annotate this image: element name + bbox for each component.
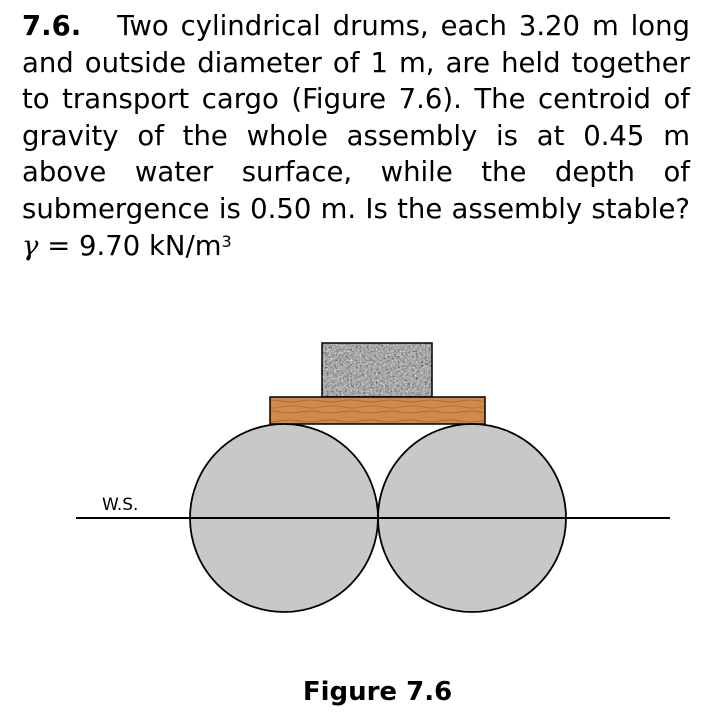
gamma-value: = 9.70 kN/m bbox=[47, 229, 222, 262]
gamma-symbol: γ bbox=[22, 229, 39, 262]
gamma-exponent: 3 bbox=[221, 231, 232, 251]
wooden-plank bbox=[270, 397, 485, 424]
water-surface-label: W.S. bbox=[102, 495, 139, 515]
cargo-block bbox=[322, 343, 432, 397]
problem-number: 7.6. bbox=[22, 10, 82, 42]
figure-caption: Figure 7.6 bbox=[302, 677, 453, 707]
problem-text: Two cylindrical drums, each 3.20 m long and outside diameter of 1 m, are held together to transport cargo (Figure 7.6). The centroid of gravity of the whole assembly is at 0.45 m above water surface, while the depth of submergence is 0.50 m. Is the assembly stable? bbox=[22, 10, 690, 225]
